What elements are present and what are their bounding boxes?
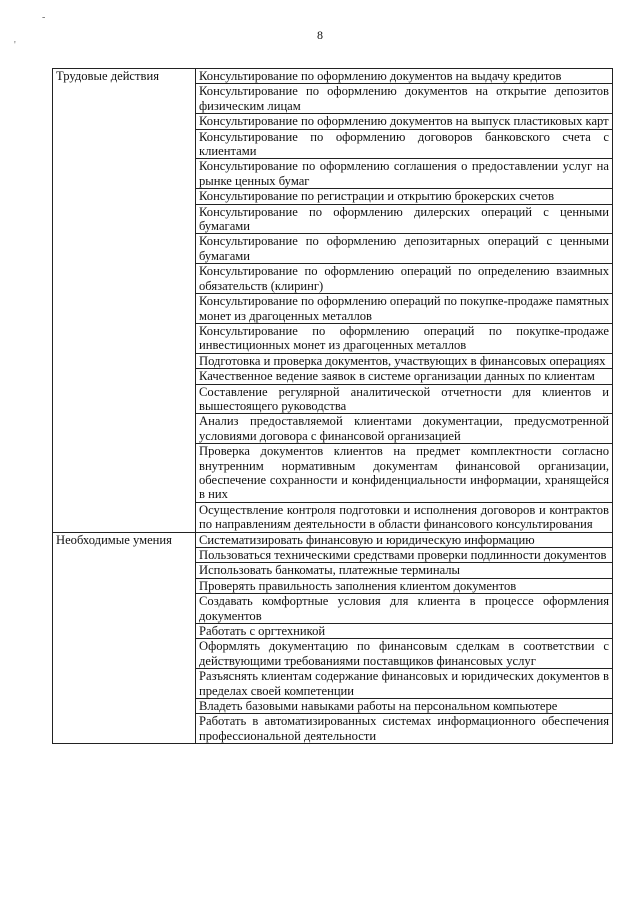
- section-item: Пользоваться техническими средствами проверки подлинности документов: [196, 548, 613, 563]
- section-item: Консультирование по оформлению операций по покупке-продаже памятных монет из драгоценных металлов: [196, 294, 613, 324]
- scan-mark-side: ': [14, 40, 16, 51]
- section-item: Анализ предоставляемой клиентами документации, предусмотренной условиями договора с финансовой организацией: [196, 414, 613, 444]
- section-item: Оформлять документацию по финансовым сделкам в соответствии с действующими требованиями поставщиков финансовых услуг: [196, 639, 613, 669]
- competency-table: [52, 68, 613, 744]
- section-item: Консультирование по оформлению договоров банковского счета с клиентами: [196, 129, 613, 159]
- section-label: Трудовые действия: [53, 69, 196, 533]
- section-item: Разъяснять клиентам содержание финансовых и юридических документов в пределах своей компетенции: [196, 669, 613, 699]
- section-item: Консультирование по оформлению депозитарных операций с ценными бумагами: [196, 234, 613, 264]
- section-item: Владеть базовыми навыками работы на персональном компьютере: [196, 699, 613, 714]
- section-item: Консультирование по оформлению документов на открытие депозитов физическим лицам: [196, 84, 613, 114]
- section-item: Консультирование по оформлению документов на выпуск пластиковых карт: [196, 114, 613, 129]
- section-item: Подготовка и проверка документов, участвующих в финансовых операциях: [196, 353, 613, 368]
- section-item: Систематизировать финансовую и юридическую информацию: [196, 532, 613, 547]
- section-item: Работать с оргтехникой: [196, 624, 613, 639]
- section-item: Качественное ведение заявок в системе организации данных по клиентам: [196, 369, 613, 384]
- section-item: Консультирование по оформлению дилерских операций с ценными бумагами: [196, 204, 613, 234]
- section-item: Консультирование по регистрации и открытию брокерских счетов: [196, 189, 613, 204]
- section-item: Составление регулярной аналитической отчетности для клиентов и вышестоящего руководства: [196, 384, 613, 414]
- table-row: [53, 532, 613, 547]
- page-number: 8: [317, 28, 323, 42]
- scan-mark-top: -: [42, 12, 46, 23]
- section-item: Консультирование по оформлению документов на выдачу кредитов: [196, 69, 613, 84]
- section-label: Необходимые умения: [53, 532, 196, 744]
- section-item: Консультирование по оформлению операций по покупке-продаже инвестиционных монет из драгоценных металлов: [196, 323, 613, 353]
- section-item: Работать в автоматизированных системах информационного обеспечения профессиональной деятельности: [196, 714, 613, 744]
- section-item: Создавать комфортные условия для клиента в процессе оформления документов: [196, 594, 613, 624]
- section-item: Консультирование по оформлению соглашения о предоставлении услуг на рынке ценных бумаг: [196, 159, 613, 189]
- table-row: [53, 69, 613, 84]
- section-item: Использовать банкоматы, платежные терминалы: [196, 563, 613, 578]
- section-item: Проверять правильность заполнения клиентом документов: [196, 578, 613, 593]
- section-item: Консультирование по оформлению операций по определению взаимных обязательств (клиринг): [196, 264, 613, 294]
- section-item: Осуществление контроля подготовки и исполнения договоров и контрактов по направлениям деятельности в области финансового консультирования: [196, 502, 613, 532]
- section-item: Проверка документов клиентов на предмет комплектности согласно внутренним нормативным документам финансовой организации, обеспечение сохранности и конфиденциальности информации, хранящейся в них: [196, 444, 613, 503]
